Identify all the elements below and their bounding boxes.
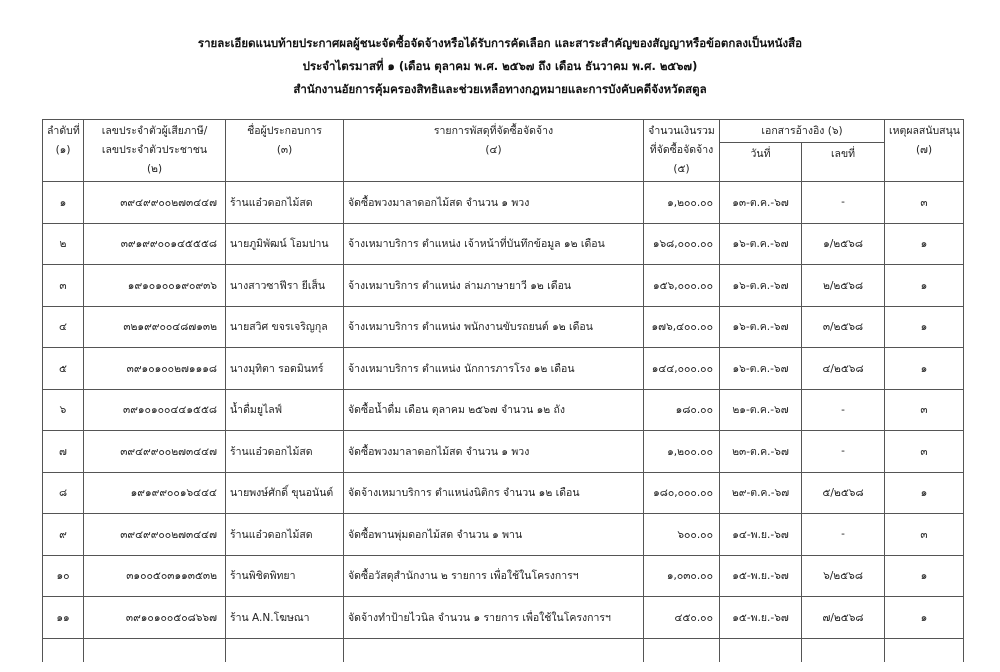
cell-no: ๘ [43, 472, 84, 514]
cell-no: ๑ [43, 182, 84, 224]
cell-reason: ๑ [885, 265, 964, 307]
cell-name: นายภูมิพัฒน์ โอมปาน [226, 223, 344, 265]
cell-taxid: ๓๙๔๙๙๐๐๒๗๓๔๔๗ [84, 514, 226, 556]
cell-name: นางสาวซาฟีรา ยีเส็น [226, 265, 344, 307]
col-header-date: วันที่ [720, 143, 802, 182]
cell-date: ๑๖-ต.ค.-๖๗ [720, 265, 802, 307]
document-header [0, 32, 1000, 101]
cell-item: จ้างเหมาบริการ ตำแหน่ง นักการภารโรง ๑๒ เดือน [344, 348, 644, 390]
col-header-refno: เลขที่ [802, 143, 885, 182]
cell-no: ๒ [43, 223, 84, 265]
cell-refno: - [802, 389, 885, 431]
cell-item: จัดซื้อวัสดุสำนักงาน ๒ รายการ เพื่อใช้ในโครงการฯ [344, 555, 644, 597]
cell-date: ๑๖-ต.ค.-๖๗ [720, 306, 802, 348]
cell-date: ๑๓-ต.ค.-๖๗ [720, 182, 802, 224]
cell-empty [43, 638, 84, 662]
cell-amount: ๔๕๐.๐๐ [644, 597, 720, 639]
table-row [43, 306, 964, 348]
cell-item: จัดจ้างทำป้ายไวนิล จำนวน ๑ รายการ เพื่อใช้ในโครงการฯ [344, 597, 644, 639]
cell-no: ๑๐ [43, 555, 84, 597]
cell-name: ร้านพิชิตพิทยา [226, 555, 344, 597]
cell-refno: ๒/๒๕๖๘ [802, 265, 885, 307]
cell-refno: ๕/๒๕๖๘ [802, 472, 885, 514]
cell-reason: ๓ [885, 389, 964, 431]
header-office: สำนักงานอัยการคุ้มครองสิทธิและช่วยเหลือทางกฎหมายและการบังคับคดีจังหวัดสตูล [293, 82, 707, 96]
table-row [43, 348, 964, 390]
cell-amount: ๑๖๘,๐๐๐.๐๐ [644, 223, 720, 265]
cell-taxid: ๓๙๑๐๑๐๐๔๔๑๕๕๘ [84, 389, 226, 431]
cell-amount: ๑๘๐.๐๐ [644, 389, 720, 431]
cell-item: จ้างเหมาบริการ ตำแหน่ง เจ้าหน้าที่บันทึกข้อมูล ๑๒ เดือน [344, 223, 644, 265]
cell-amount: ๑,๒๐๐.๐๐ [644, 182, 720, 224]
cell-name: ร้านแอ๋วดอกไม้สด [226, 514, 344, 556]
table-row [43, 265, 964, 307]
cell-item: จัดซื้อพวงมาลาดอกไม้สด จำนวน ๑ พวง [344, 431, 644, 473]
cell-empty [84, 638, 226, 662]
cell-reason: ๓ [885, 182, 964, 224]
cell-item: จัดซื้อพานพุ่มดอกไม้สด จำนวน ๑ พาน [344, 514, 644, 556]
table-row [43, 389, 964, 431]
cell-reason: ๑ [885, 597, 964, 639]
cell-no: ๗ [43, 431, 84, 473]
cell-name: ร้านแอ๋วดอกไม้สด [226, 182, 344, 224]
header-title: รายละเอียดแนบท้ายประกาศผลผู้ชนะจัดซื้อจัดจ้างหรือได้รับการคัดเลือก และสาระสำคัญของสัญญาหรือข้อตกลงเป็นหนังสือ [197, 36, 803, 50]
cell-reason: ๑ [885, 306, 964, 348]
cell-refno: ๗/๒๕๖๘ [802, 597, 885, 639]
cell-taxid: ๑๙๑๙๙๐๐๑๖๔๔๔ [84, 472, 226, 514]
cell-item: จ้างเหมาบริการ ตำแหน่ง ล่ามภาษายาวี ๑๒ เดือน [344, 265, 644, 307]
cell-taxid: ๓๙๑๐๑๐๐๒๗๑๑๑๘ [84, 348, 226, 390]
cell-empty [720, 638, 802, 662]
cell-taxid: ๑๙๑๐๑๐๐๑๙๐๙๓๖ [84, 265, 226, 307]
cell-name: ร้านแอ๋วดอกไม้สด [226, 431, 344, 473]
cell-refno: ๑/๒๕๖๘ [802, 223, 885, 265]
cell-amount: ๑,๐๓๐.๐๐ [644, 555, 720, 597]
cell-item: จัดซื้อน้ำดื่ม เดือน ตุลาคม ๒๕๖๗ จำนวน ๑๒ ถัง [344, 389, 644, 431]
cell-reason: ๓ [885, 514, 964, 556]
table-row [43, 182, 964, 224]
cell-amount: ๑๔๔,๐๐๐.๐๐ [644, 348, 720, 390]
table-row [43, 223, 964, 265]
table-row [43, 555, 964, 597]
cell-date: ๑๖-ต.ค.-๖๗ [720, 223, 802, 265]
cell-date: ๒๑-ต.ค.-๖๗ [720, 389, 802, 431]
cell-name: ร้าน A.N.โฆษณา [226, 597, 344, 639]
cell-refno: ๓/๒๕๖๘ [802, 306, 885, 348]
cell-empty [802, 638, 885, 662]
cell-reason: ๓ [885, 431, 964, 473]
cell-empty [344, 638, 644, 662]
cell-empty [226, 638, 344, 662]
table-row [43, 514, 964, 556]
col-header-name: ชื่อผู้ประกอบการ (๓) [226, 120, 344, 182]
cell-reason: ๑ [885, 472, 964, 514]
cell-taxid: ๓๙๔๙๙๐๐๒๗๓๔๔๗ [84, 431, 226, 473]
cell-no: ๖ [43, 389, 84, 431]
cell-date: ๑๔-พ.ย.-๖๗ [720, 514, 802, 556]
table-row [43, 472, 964, 514]
cell-amount: ๑,๒๐๐.๐๐ [644, 431, 720, 473]
cell-date: ๒๙-ต.ค.-๖๗ [720, 472, 802, 514]
table-row [43, 597, 964, 639]
cell-item: จัดซื้อพวงมาลาดอกไม้สด จำนวน ๑ พวง [344, 182, 644, 224]
table-row [43, 431, 964, 473]
cell-refno: ๔/๒๕๖๘ [802, 348, 885, 390]
col-header-ref: เอกสารอ้างอิง (๖) [720, 120, 885, 143]
cell-taxid: ๓๑๐๐๕๐๓๑๑๓๕๓๒ [84, 555, 226, 597]
cell-no: ๕ [43, 348, 84, 390]
cell-empty [644, 638, 720, 662]
cell-item: จัดจ้างเหมาบริการ ตำแหน่งนิติกร จำนวน ๑๒ เดือน [344, 472, 644, 514]
cell-no: ๓ [43, 265, 84, 307]
cell-reason: ๑ [885, 555, 964, 597]
col-header-reason: เหตุผลสนับสนุน (๗) [885, 120, 964, 182]
table-row-partial [43, 638, 964, 662]
cell-taxid: ๓๙๑๐๑๐๐๕๐๘๖๖๗ [84, 597, 226, 639]
cell-name: นายพงษ์ศักดิ์ ขุนอนันต์ [226, 472, 344, 514]
cell-no: ๔ [43, 306, 84, 348]
cell-reason: ๑ [885, 348, 964, 390]
cell-empty [885, 638, 964, 662]
table-header [43, 120, 964, 182]
header-period: ประจำไตรมาสที่ ๑ (เดือน ตุลาคม พ.ศ. ๒๕๖๗ ถึง เดือน ธันวาคม พ.ศ. ๒๕๖๗) [302, 59, 698, 73]
col-header-taxid: เลขประจำตัวผู้เสียภาษี/ เลขประจำตัวประชาชน (๒) [84, 120, 226, 182]
col-header-amount: จำนวนเงินรวม ที่จัดซื้อจัดจ้าง (๕) [644, 120, 720, 182]
cell-item: จ้างเหมาบริการ ตำแหน่ง พนักงานขับรถยนต์ ๑๒ เดือน [344, 306, 644, 348]
cell-taxid: ๓๙๔๙๙๐๐๒๗๓๔๔๗ [84, 182, 226, 224]
cell-amount: ๑๗๖,๔๐๐.๐๐ [644, 306, 720, 348]
cell-date: ๒๓-ต.ค.-๖๗ [720, 431, 802, 473]
cell-date: ๑๕-พ.ย.-๖๗ [720, 597, 802, 639]
cell-no: ๙ [43, 514, 84, 556]
cell-refno: ๖/๒๕๖๘ [802, 555, 885, 597]
cell-refno: - [802, 431, 885, 473]
cell-no: ๑๑ [43, 597, 84, 639]
cell-amount: ๖๐๐.๐๐ [644, 514, 720, 556]
procurement-table [42, 119, 964, 662]
cell-name: น้ำดื่มยูไลฟ์ [226, 389, 344, 431]
cell-date: ๑๕-พ.ย.-๖๗ [720, 555, 802, 597]
cell-taxid: ๓๒๑๙๙๐๐๔๘๗๑๓๒ [84, 306, 226, 348]
cell-amount: ๑๘๐,๐๐๐.๐๐ [644, 472, 720, 514]
col-header-item: รายการพัสดุที่จัดซื้อจัดจ้าง (๔) [344, 120, 644, 182]
col-header-no: ลำดับที่ (๑) [43, 120, 84, 182]
cell-name: นางมุทิตา รอดมินทร์ [226, 348, 344, 390]
cell-reason: ๑ [885, 223, 964, 265]
cell-date: ๑๖-ต.ค.-๖๗ [720, 348, 802, 390]
cell-refno: - [802, 182, 885, 224]
cell-name: นายสวิศ ขจรเจริญกุล [226, 306, 344, 348]
cell-taxid: ๓๙๑๙๙๐๐๑๔๕๕๕๘ [84, 223, 226, 265]
cell-refno: - [802, 514, 885, 556]
cell-amount: ๑๕๖,๐๐๐.๐๐ [644, 265, 720, 307]
